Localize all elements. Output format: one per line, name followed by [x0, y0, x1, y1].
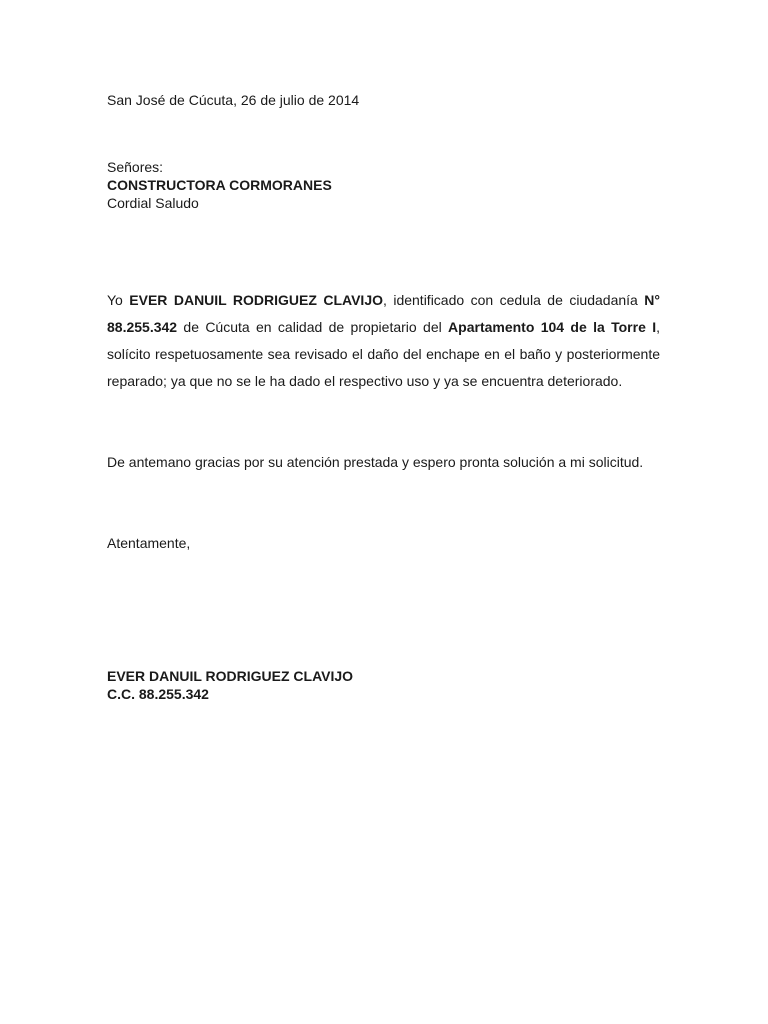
greeting: Cordial Saludo	[107, 195, 199, 211]
salutation: Señores:	[107, 159, 164, 175]
place-date: San José de Cúcuta, 26 de julio de 2014	[107, 92, 360, 108]
recipient: CONSTRUCTORA CORMORANES	[107, 177, 332, 193]
body-text: , identificado con cedula de ciudadanía	[383, 292, 645, 308]
body-paragraph-1	[107, 287, 660, 395]
body-paragraph-2: De antemano gracias por su atención prestada y espero pronta solución a mi solicitud.	[107, 454, 644, 470]
id-number: N° 88.255.342	[107, 292, 660, 335]
body-text: , solícito respetuosamente sea revisado el daño del enchape en el baño y posteriormente reparado; ya que no se le ha dado el respectivo uso y ya se encuentra deteriorado.	[107, 319, 660, 389]
property-name: Apartamento 104 de la Torre I	[448, 319, 657, 335]
body-text: Yo	[107, 292, 130, 308]
signature-id: C.C. 88.255.342	[107, 686, 209, 702]
signature-name: EVER DANUIL RODRIGUEZ CLAVIJO	[107, 668, 354, 684]
author-name: EVER DANUIL RODRIGUEZ CLAVIJO	[129, 292, 383, 308]
closing: Atentamente,	[107, 535, 191, 551]
body-text: de Cúcuta en calidad de propietario del	[177, 319, 449, 335]
